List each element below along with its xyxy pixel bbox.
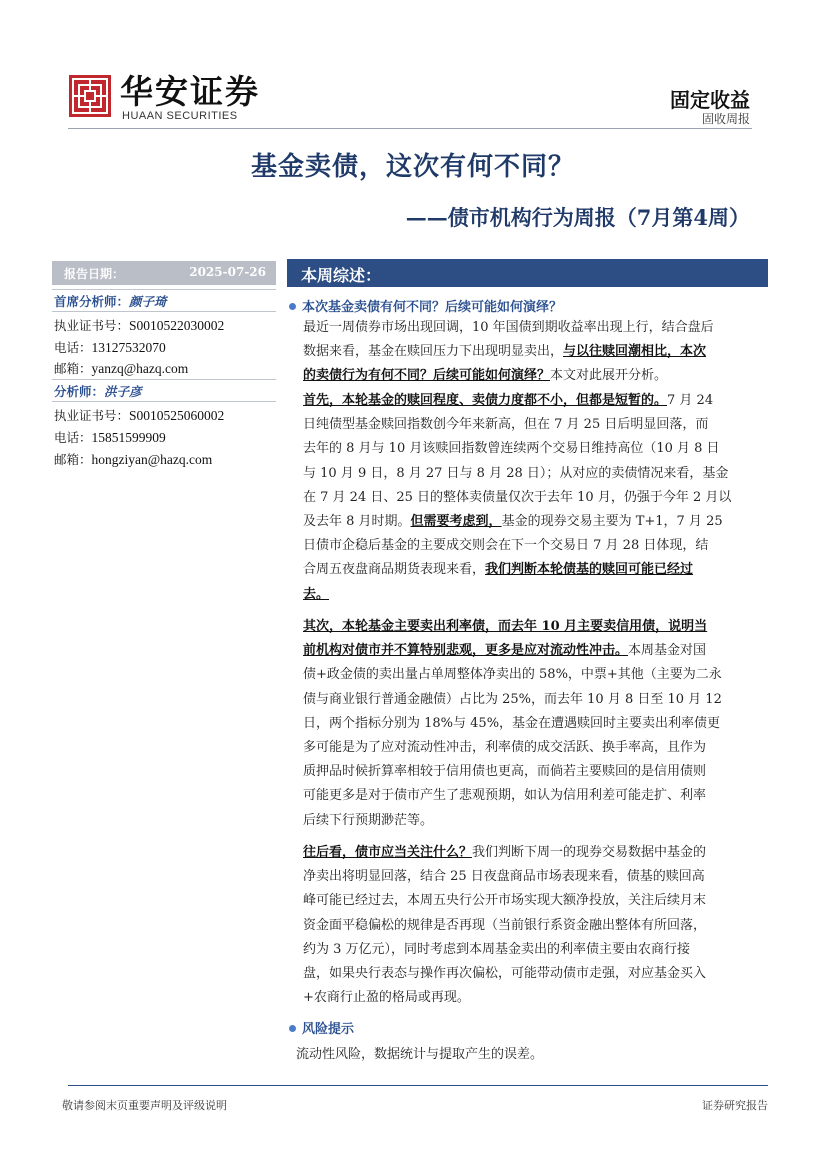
paragraph-intro: 最近一周债券市场出现回调，10 年国债到期收益率出现上行，结合盘后 数据来看，基金在赎回压力下出现明显卖出，与以往赎回潮相比，本次 的卖债行为有何不同？后续可能如何演绎？本文对此展开分析。 [303, 320, 714, 384]
analyst2-email[interactable]: 邮箱：hongziyan@hazq.com [54, 452, 213, 467]
analyst2-phone: 电话：15851599909 [54, 430, 166, 445]
risk-text: 流动性风险，数据统计与提取产生的误差。 [296, 1047, 544, 1062]
analyst1-phone: 电话：13127532070 [54, 340, 166, 355]
left-divider [52, 289, 276, 290]
analyst1-cert: 执业证书号：S0010522030002 [54, 318, 225, 333]
section-title: 本周综述： [301, 266, 382, 285]
chief-analyst-heading [54, 292, 167, 310]
left-divider [52, 379, 276, 380]
report-date-bar [52, 261, 276, 285]
report-title: 基金卖债，这次有何不同？ [250, 152, 575, 182]
bullet-heading-question: 本次基金卖债有何不同？后续可能如何演绎？ [289, 296, 562, 315]
analyst-heading [54, 382, 142, 400]
paragraph-second: 其次，本轮基金主要卖出利率债，而去年 10 月主要卖信用债，说明当 前机构对债市并不算特别悲观，更多是应对流动性冲击。本周基金对国 债+政金债的卖出量占单周整体净卖出的 58%，中票+其他（主要为二永 债与商业银行普通金融债）占比为 25%，而去年 10 月 8 日至 10 月 12 日，两个指标分别为 18%与 45%，基金在遭遇赎回时主要卖出利率债更 多可能是为了应对流动性冲击，利率债的成交活跃、换手率高，且作为 质押品时候折算率相较于信用债也更高，而倘若主要赎回的是信用债则 可能更多是对于债市产生了悲观预期，如认为信用利差可能走扩、利率 后续下行预期渺茫等。 [303, 619, 722, 828]
chief-analyst-name: 颜子琦 [129, 294, 167, 309]
analyst2-cert: 执业证书号：S0010525060002 [54, 408, 225, 423]
left-divider [52, 311, 276, 312]
bullet-dot-icon [289, 1025, 296, 1032]
logo-text-cn: 华安证券 [120, 72, 260, 111]
report-date-label: 报告日期： [64, 267, 125, 281]
paragraph-first: 首先，本轮基金的赎回程度、卖债力度都不小，但都是短暂的。7 月 24 日纯债型基金赎回指数创今年来新高，但在 7 月 25 日后明显回落，而 去年的 8 月与 10 月该赎回指数曾连续两个交易日维持高位（10 月 8 日 与 10 月 9 日，8 月 27 日与 8 月 28 日）；从对应的卖债情况来看，基金 在 7 月 24 日、25 日的整体卖债量仅次于去年 10 月，仍强于今年 2 月以 及去年 8 月时期。但需要考虑到，基金的现券交易主要为 T+1，7 月 25 日债市企稳后基金的主要成交则会在下一个交易日 7 月 28 日体现，结 合周五夜盘商品期货表现来看，我们判断本轮债基的赎回可能已经过 去。 [303, 393, 732, 602]
report-subcategory: 固收周报 [701, 112, 750, 126]
analyst-name: 洪子彦 [104, 384, 142, 399]
logo-text-en: HUAAN SECURITIES [122, 110, 238, 122]
analyst1-email[interactable]: 邮箱：yanzq@hazq.com [54, 361, 189, 376]
footer-disclaimer: 敬请参阅末页重要声明及评级说明 [62, 1099, 227, 1112]
paragraph-outlook: 往后看，债市应当关注什么？我们判断下周一的现券交易数据中基金的 净卖出将明显回落，结合 25 日夜盘商品市场表现来看，债基的赎回高 峰可能已经过去，本周五央行公开市场实现大额净投放，关注后续月末 资金面平稳偏松的规律是否再现（当前银行系资金融出整体有所回落， 约为 3 万亿元），同时考虑到本周基金卖出的利率债主要由农商行接 盘，如果央行表态与操作再次偏松，可能带动债市走强，对应基金买入 +农商行止盈的格局或再现。 [303, 845, 707, 1006]
footer-report-type: 证券研究报告 [702, 1099, 768, 1112]
bullet-dot-icon [289, 303, 296, 310]
analyst-role: 分析师： [54, 384, 105, 399]
footer-divider [68, 1085, 768, 1086]
header-divider [68, 128, 752, 129]
section-header-bar [287, 259, 768, 287]
bullet-heading-risk: 风险提示 [289, 1018, 354, 1037]
report-subtitle: ——债市机构行为周报（7月第4周） [405, 205, 750, 230]
logo-seal-icon [68, 74, 112, 118]
report-date-value: 2025-07-26 [189, 265, 266, 279]
chief-analyst-role: 首席分析师： [54, 294, 130, 309]
left-divider [52, 401, 276, 402]
report-category: 固定收益 [670, 88, 750, 112]
